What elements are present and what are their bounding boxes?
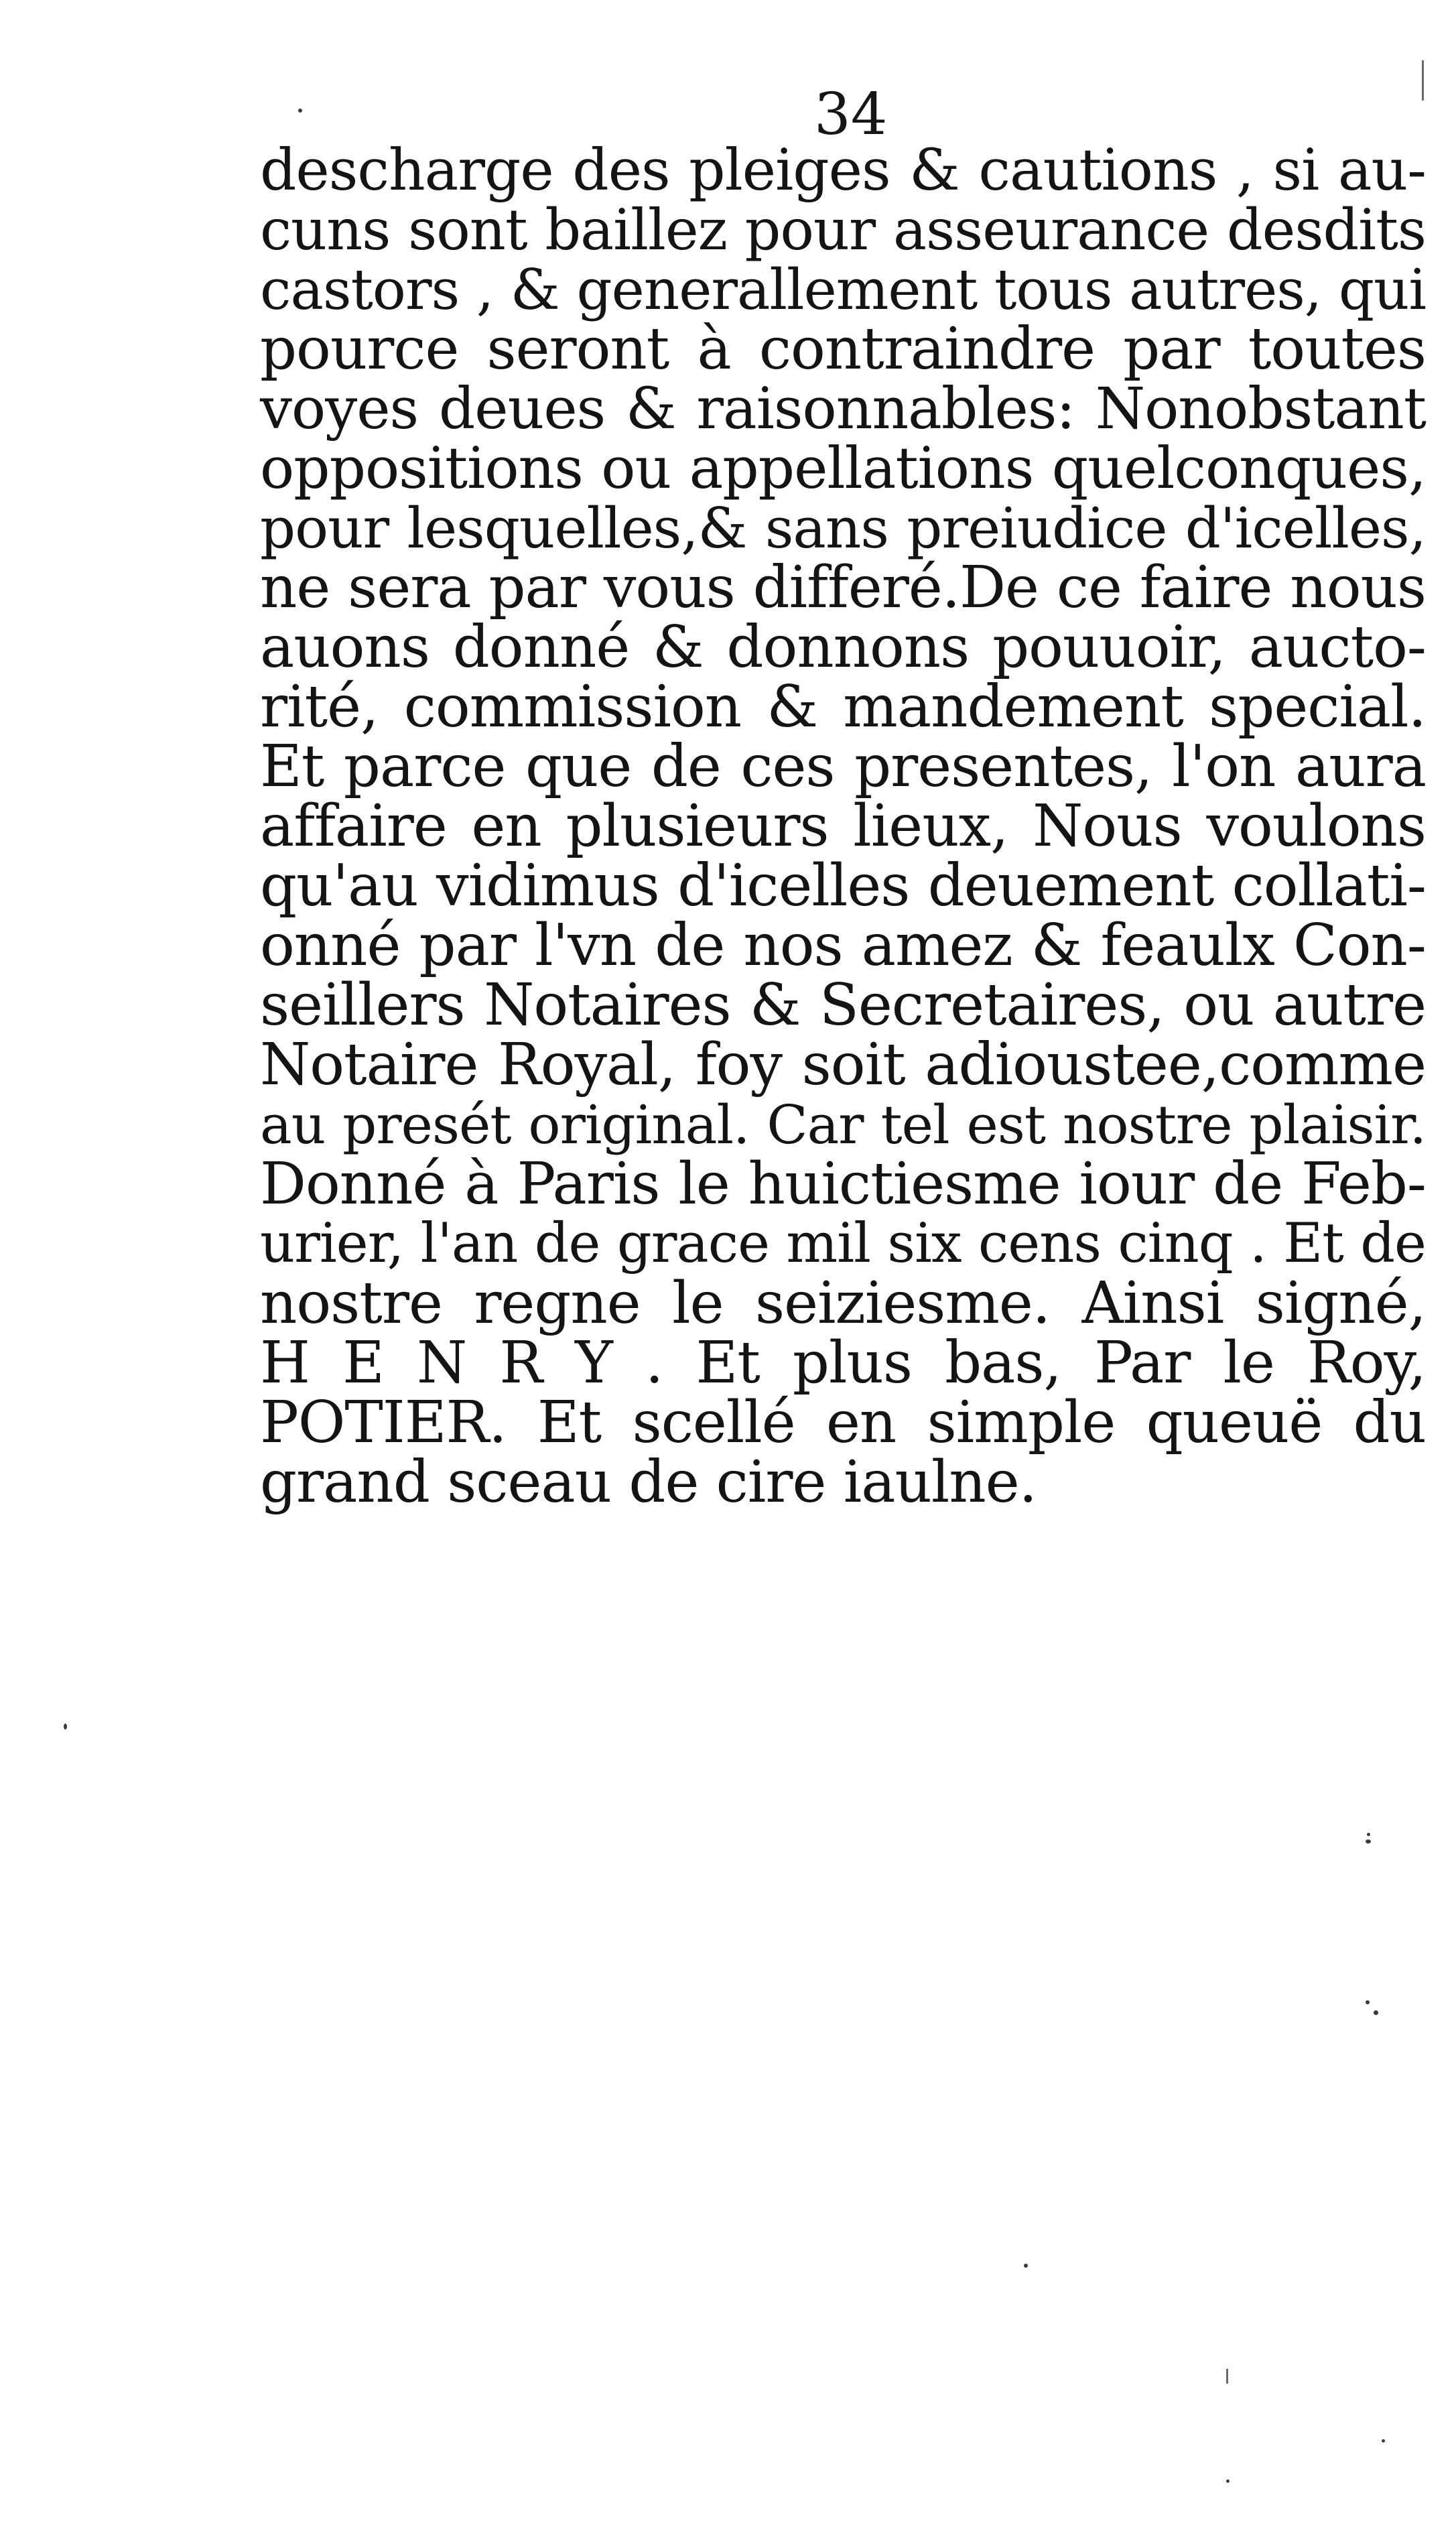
scan-mark <box>1422 60 1424 101</box>
text-line: castors , & generallement tous autres, qui <box>260 257 1426 322</box>
text-line: affaire en plusieurs lieux, Nous voulons <box>260 793 1426 860</box>
scan-speck <box>1382 2439 1385 2443</box>
text-line: qu'au vidimus d'icelles deuement collati- <box>260 852 1426 919</box>
text-line: H E N R Y . Et plus bas, Par le Roy, <box>260 1330 1426 1397</box>
scan-speck <box>1367 1833 1370 1836</box>
scan-speck <box>1366 1839 1371 1843</box>
text-line: urier, l'an de grace mil six cens cinq . Et de <box>260 1212 1426 1275</box>
scan-speck <box>1366 2000 1370 2004</box>
text-line: POTIER. Et scellé en simple queuë du <box>260 1389 1426 1456</box>
scan-speck <box>298 109 302 113</box>
scan-speck <box>64 1724 67 1730</box>
scan-speck <box>1374 2010 1378 2015</box>
text-line: rité, commission & mandement special. <box>260 673 1426 740</box>
text-line: cuns sont baillez pour asseurance desdits <box>260 197 1426 263</box>
text-line: ne sera par vous differé.De ce faire nous <box>260 554 1426 621</box>
text-line: oppositions ou appellations quelconques, <box>260 436 1426 502</box>
text-line: seillers Notaires & Secretaires, ou autre <box>260 972 1426 1039</box>
text-line: onné par l'vn de nos amez & feaulx Con- <box>260 912 1426 979</box>
text-line: au presét original. Car tel est nostre plaisir. <box>260 1094 1426 1156</box>
body-text <box>260 137 1426 1516</box>
scan-mark <box>1226 2369 1228 2384</box>
scan-speck <box>1024 2264 1028 2268</box>
text-line: Donné à Paris le huictiesme iour de Feb- <box>260 1151 1426 1218</box>
text-line: Notaire Royal, foy soit adioustee,comme <box>260 1031 1426 1098</box>
text-line: descharge des pleiges & cautions , si au- <box>260 137 1426 204</box>
scan-speck <box>1226 2479 1230 2483</box>
text-line: pour lesquelles,& sans preiudice d'icelles, <box>260 496 1426 561</box>
text-line: voyes deues & raisonnables: Nonobstant <box>260 376 1426 442</box>
page-number: 34 <box>814 81 888 148</box>
text-line: nostre regne le seiziesme. Ainsi signé, <box>260 1270 1426 1337</box>
text-line: auons donné & donnons pouuoir, aucto- <box>260 614 1426 681</box>
text-line: grand sceau de cire iaulne. <box>260 1449 1037 1516</box>
text-line: Et parce que de ces presentes, l'on aura <box>260 733 1426 800</box>
text-line: pource seront à contraindre par toutes <box>260 316 1426 383</box>
